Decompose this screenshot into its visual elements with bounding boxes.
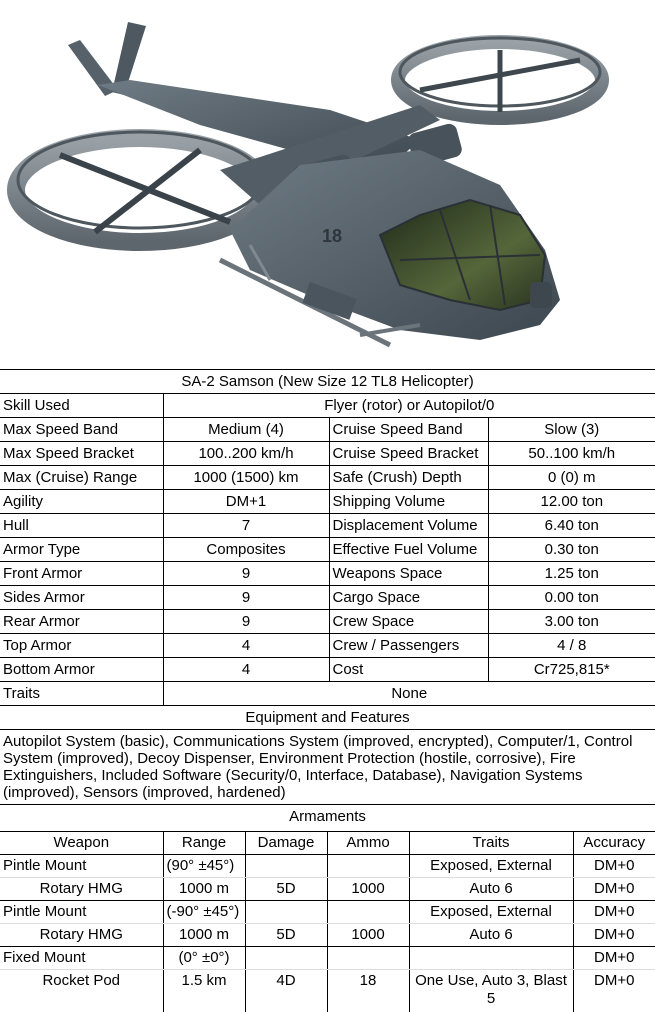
stat-label: Sides Armor [0,586,163,610]
stat-value: 0 (0) m [488,466,655,490]
weapon-row [0,878,655,901]
stat-label: Agility [0,490,163,514]
stat-label: Max Speed Band [0,418,163,442]
mount-arc: (0° ±0°) [163,947,245,970]
col-weapon: Weapon [0,832,163,855]
stat-value: 1.25 ton [488,562,655,586]
stats-row [0,442,655,466]
stat-label: Cruise Speed Bracket [329,442,488,466]
mount-row [0,947,655,970]
stats-row [0,514,655,538]
weapon-accuracy: DM+0 [573,970,655,1012]
stat-label: Cruise Speed Band [329,418,488,442]
svg-text:18: 18 [322,226,342,246]
weapon-name: Rotary HMG [0,878,163,901]
stat-value: 9 [163,610,329,634]
vehicle-title: SA-2 Samson (New Size 12 TL8 Helicopter) [0,370,655,394]
stats-row [0,538,655,562]
stats-row-skill [0,394,655,418]
col-accuracy: Accuracy [573,832,655,855]
equipment-heading: Equipment and Features [0,706,655,730]
stat-value: 9 [163,586,329,610]
mount-name: Pintle Mount [0,901,163,924]
stats-row [0,658,655,682]
vehicle-image [0,0,655,369]
stat-label: Weapons Space [329,562,488,586]
stat-value: DM+1 [163,490,329,514]
mount-accuracy: DM+0 [573,855,655,878]
col-range: Range [163,832,245,855]
stat-label: Top Armor [0,634,163,658]
mount-traits: Exposed, External [409,855,573,878]
stat-label: Effective Fuel Volume [329,538,488,562]
stat-value: 0.30 ton [488,538,655,562]
weapon-damage: 4D [245,970,327,1012]
stat-value: 6.40 ton [488,514,655,538]
stat-value: 0.00 ton [488,586,655,610]
vehicle-stats-table [0,369,655,828]
skill-value: Flyer (rotor) or Autopilot/0 [163,394,655,418]
mount-name: Fixed Mount [0,947,163,970]
mount-accuracy: DM+0 [573,901,655,924]
col-damage: Damage [245,832,327,855]
stat-value: Composites [163,538,329,562]
weapon-range: 1000 m [163,924,245,947]
stats-title-row [0,370,655,394]
weapon-ammo: 1000 [327,878,409,901]
armaments-header-row [0,832,655,855]
stat-label: Rear Armor [0,610,163,634]
mount-row [0,855,655,878]
stats-row [0,610,655,634]
traits-label: Traits [0,682,163,706]
stat-label: Front Armor [0,562,163,586]
stats-row [0,586,655,610]
mount-ammo [327,901,409,924]
weapon-accuracy: DM+0 [573,878,655,901]
stats-row [0,466,655,490]
stats-row [0,418,655,442]
mount-name: Pintle Mount [0,855,163,878]
armaments-heading: Armaments [0,805,655,829]
weapon-range: 1000 m [163,878,245,901]
mount-arc: (90° ±45°) [163,855,245,878]
stat-label: Safe (Crush) Depth [329,466,488,490]
stat-label: Crew Space [329,610,488,634]
weapon-damage: 5D [245,878,327,901]
mount-damage [245,901,327,924]
stat-value: 100..200 km/h [163,442,329,466]
equipment-list: Autopilot System (basic), Communications System (improved, encrypted), Computer/1, Control System (improved), Decoy Dispenser, Environment Protection (hostile, corrosive), Fire Extinguishers, Included Software (Security/0, Interface, Database), Navigation Systems (improved), Sensors (improved, hardened) [0,730,655,805]
col-ammo: Ammo [327,832,409,855]
weapon-damage: 5D [245,924,327,947]
armaments-heading-row [0,805,655,829]
stat-value: 1000 (1500) km [163,466,329,490]
stats-row [0,634,655,658]
stat-value: 4 / 8 [488,634,655,658]
stat-label: Displacement Volume [329,514,488,538]
stat-value: Medium (4) [163,418,329,442]
stat-label: Max (Cruise) Range [0,466,163,490]
weapon-traits: Auto 6 [409,924,573,947]
armaments-table [0,831,655,1012]
stat-value: 4 [163,658,329,682]
stat-value: Cr725,815* [488,658,655,682]
skill-label: Skill Used [0,394,163,418]
stat-value: 4 [163,634,329,658]
mount-ammo [327,855,409,878]
weapon-name: Rotary HMG [0,924,163,947]
stats-row [0,562,655,586]
stat-label: Cargo Space [329,586,488,610]
equipment-row [0,730,655,805]
mount-accuracy: DM+0 [573,947,655,970]
stats-row-traits [0,682,655,706]
mount-row [0,901,655,924]
stat-label: Hull [0,514,163,538]
mount-damage [245,947,327,970]
stat-value: 50..100 km/h [488,442,655,466]
stat-label: Crew / Passengers [329,634,488,658]
mount-arc: (-90° ±45°) [163,901,245,924]
stats-row [0,490,655,514]
traits-value: None [163,682,655,706]
stat-label: Cost [329,658,488,682]
stat-label: Armor Type [0,538,163,562]
weapon-ammo: 1000 [327,924,409,947]
weapon-accuracy: DM+0 [573,924,655,947]
weapon-traits: Auto 6 [409,878,573,901]
stat-label: Max Speed Bracket [0,442,163,466]
weapon-name: Rocket Pod [0,970,163,1012]
equipment-heading-row [0,706,655,730]
mount-traits [409,947,573,970]
stat-label: Bottom Armor [0,658,163,682]
mount-traits: Exposed, External [409,901,573,924]
stat-value: 7 [163,514,329,538]
weapon-traits: One Use, Auto 3, Blast 5 [409,970,573,1012]
stat-value: Slow (3) [488,418,655,442]
weapon-row [0,970,655,1012]
stat-value: 3.00 ton [488,610,655,634]
weapon-row [0,924,655,947]
stat-label: Shipping Volume [329,490,488,514]
helicopter-illustration [0,0,655,369]
stat-value: 12.00 ton [488,490,655,514]
mount-ammo [327,947,409,970]
weapon-ammo: 18 [327,970,409,1012]
stat-value: 9 [163,562,329,586]
col-traits: Traits [409,832,573,855]
weapon-range: 1.5 km [163,970,245,1012]
mount-damage [245,855,327,878]
